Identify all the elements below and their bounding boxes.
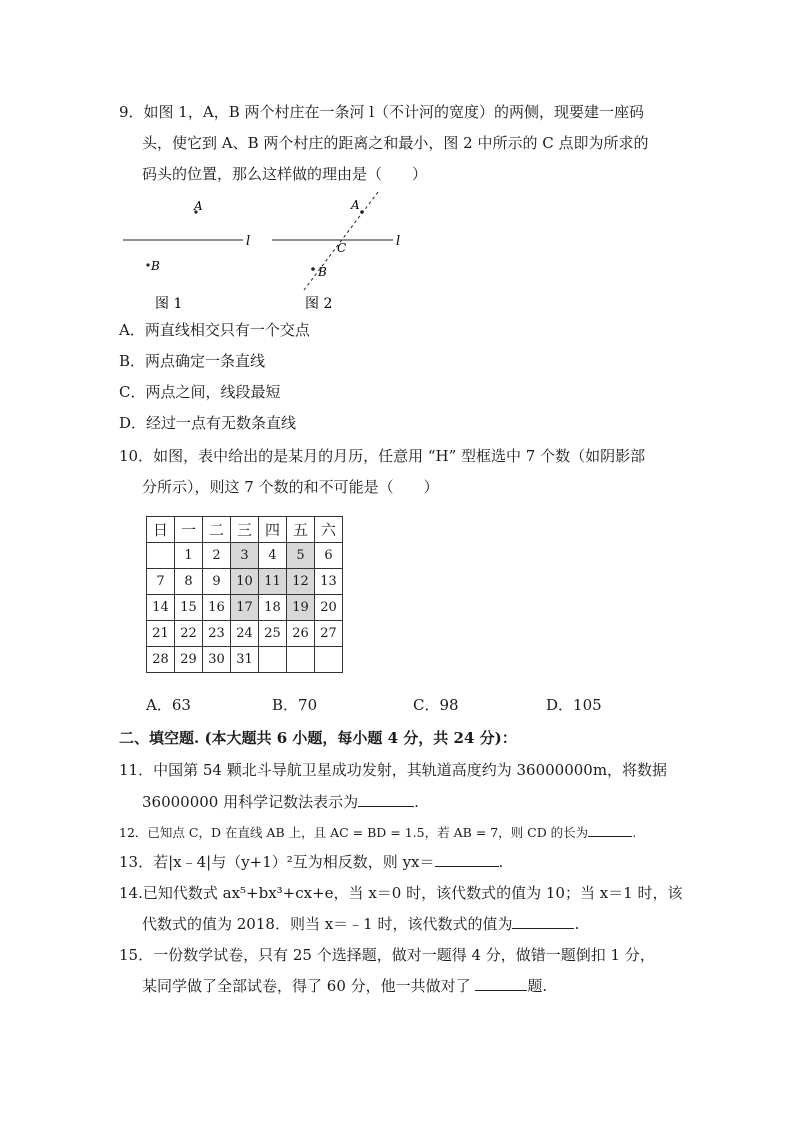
calendar-cell: 27 [315, 621, 343, 647]
q15-answer-blank[interactable] [475, 976, 527, 991]
fig1-label-l: l [246, 234, 251, 249]
calendar-row [147, 595, 343, 621]
calendar-cell: 18 [259, 595, 287, 621]
calendar-cell: 21 [147, 621, 175, 647]
calendar-cell: 12 [287, 569, 315, 595]
calendar-row [147, 543, 343, 569]
q13-line [119, 852, 503, 872]
calendar-cell: 11 [259, 569, 287, 595]
q12-answer-blank[interactable] [588, 822, 632, 837]
calendar-cell [287, 647, 315, 673]
calendar-cell [259, 647, 287, 673]
calendar-header-cell: 二 [203, 517, 231, 543]
q14-line-1: 14.已知代数式 ax⁵+bx³+cx+e，当 x＝0 时，该代数式的值为 10；当 x＝1 时，该 [119, 884, 683, 902]
fig2-point-A [360, 210, 364, 214]
q12-line [119, 822, 636, 843]
calendar-cell: 15 [175, 595, 203, 621]
q9-option-d: D．经过一点有无数条直线 [119, 414, 297, 432]
q11-line-1: 11．中国第 54 颗北斗导航卫星成功发射，其轨道高度约为 36000000m，将数据 [119, 761, 668, 779]
q15-line-2-text: 某同学做了全部试卷，得了 60 分，他一共做对了 [142, 977, 476, 995]
calendar-cell: 5 [287, 543, 315, 569]
calendar-cell: 25 [259, 621, 287, 647]
q9-option-c: C．两点之间，线段最短 [119, 383, 281, 401]
calendar-cell: 19 [287, 595, 315, 621]
q10-choice-b: B．70 [272, 696, 318, 714]
q12-end: . [632, 825, 637, 840]
calendar-header-cell: 六 [315, 517, 343, 543]
fig2-point-B [311, 267, 315, 271]
q13-end: . [498, 853, 504, 871]
q14-line-2-end: . [574, 915, 580, 933]
calendar-cell: 3 [231, 543, 259, 569]
fig1-label-A: A [194, 199, 203, 213]
calendar-cell: 20 [315, 595, 343, 621]
calendar-cell: 13 [315, 569, 343, 595]
calendar-cell: 24 [231, 621, 259, 647]
calendar-cell: 9 [203, 569, 231, 595]
q9-line-3: 码头的位置，那么这样做的理由是（ ） [142, 165, 428, 183]
calendar-cell: 17 [231, 595, 259, 621]
q13-text: 13．若|x﹣4|与（y+1）²互为相反数，则 yx＝ [119, 853, 435, 871]
calendar-row [147, 647, 343, 673]
q10-line-2: 分所示），则这 7 个数的和不可能是（ ） [142, 478, 439, 496]
calendar-header-cell: 四 [259, 517, 287, 543]
q9-option-a: A．两直线相交只有一个交点 [119, 321, 310, 339]
calendar-cell: 1 [175, 543, 203, 569]
q14-line-2-text: 代数式的值为 2018．则当 x＝﹣1 时，该代数式的值为 [142, 915, 513, 933]
q11-line-2-end: . [414, 793, 419, 811]
calendar-cell [147, 543, 175, 569]
calendar-table [146, 516, 343, 673]
section-2-title: 二、填空题. (本大题共 6 小题，每小题 4 分，共 24 分)： [119, 729, 517, 747]
calendar-cell: 31 [231, 647, 259, 673]
q11-line-2-text: 36000000 用科学记数法表示为 [142, 793, 359, 811]
calendar-header-row [147, 517, 343, 543]
q15-line-2 [142, 976, 547, 996]
calendar-cell: 23 [203, 621, 231, 647]
calendar-cell: 2 [203, 543, 231, 569]
calendar-header-cell: 日 [147, 517, 175, 543]
calendar-cell: 28 [147, 647, 175, 673]
calendar-row [147, 569, 343, 595]
calendar-cell: 22 [175, 621, 203, 647]
calendar-cell: 4 [259, 543, 287, 569]
calendar-cell: 16 [203, 595, 231, 621]
q11-answer-blank[interactable] [358, 792, 414, 807]
calendar-header-cell: 一 [175, 517, 203, 543]
fig2-label-C: C [337, 241, 347, 255]
calendar-cell: 26 [287, 621, 315, 647]
q14-answer-blank[interactable] [512, 914, 574, 929]
calendar-cell: 10 [231, 569, 259, 595]
calendar-cell [315, 647, 343, 673]
q10-choice-d: D．105 [546, 696, 602, 714]
calendar-header-cell: 三 [231, 517, 259, 543]
q9-figures [0, 190, 794, 315]
fig1-point-B [146, 263, 149, 266]
q12-text: 12．已知点 C，D 在直线 AB 上，且 AC = BD = 1.5，若 AB = 7，则 CD 的长为 [119, 825, 589, 840]
q9-line-1: 9．如图 1，A，B 两个村庄在一条河 l（不计河的宽度）的两侧，现要建一座码 [119, 103, 645, 121]
q11-line-2 [142, 792, 419, 812]
q10-line-1: 10．如图，表中给出的是某月的月历，任意用 “H” 型框选中 7 个数（如阴影部 [119, 447, 646, 465]
fig2-caption: 图 2 [305, 296, 333, 312]
q10-choice-a: A．63 [146, 696, 191, 714]
q15-line-2-end: 题. [527, 977, 548, 995]
calendar-cell: 14 [147, 595, 175, 621]
calendar-cell: 6 [315, 543, 343, 569]
q9-option-b: B．两点确定一条直线 [119, 352, 266, 370]
fig2-label-B: B [318, 265, 327, 279]
fig2-label-l: l [396, 234, 401, 249]
q14-line-2 [142, 914, 579, 934]
fig1-caption: 图 1 [155, 296, 183, 312]
q13-answer-blank[interactable] [435, 852, 499, 867]
q10-choice-c: C．98 [413, 696, 459, 714]
calendar-row [147, 621, 343, 647]
calendar-cell: 7 [147, 569, 175, 595]
calendar-cell: 29 [175, 647, 203, 673]
fig1-label-B: B [151, 259, 160, 273]
q9-line-2: 头，使它到 A、B 两个村庄的距离之和最小，图 2 中所示的 C 点即为所求的 [142, 134, 649, 152]
calendar-header-cell: 五 [287, 517, 315, 543]
fig2-label-A: A [351, 198, 360, 212]
calendar-cell: 8 [175, 569, 203, 595]
q15-line-1: 15．一份数学试卷，只有 25 个选择题，做对一题得 4 分，做错一题倒扣 1 分， [119, 946, 655, 964]
calendar-cell: 30 [203, 647, 231, 673]
